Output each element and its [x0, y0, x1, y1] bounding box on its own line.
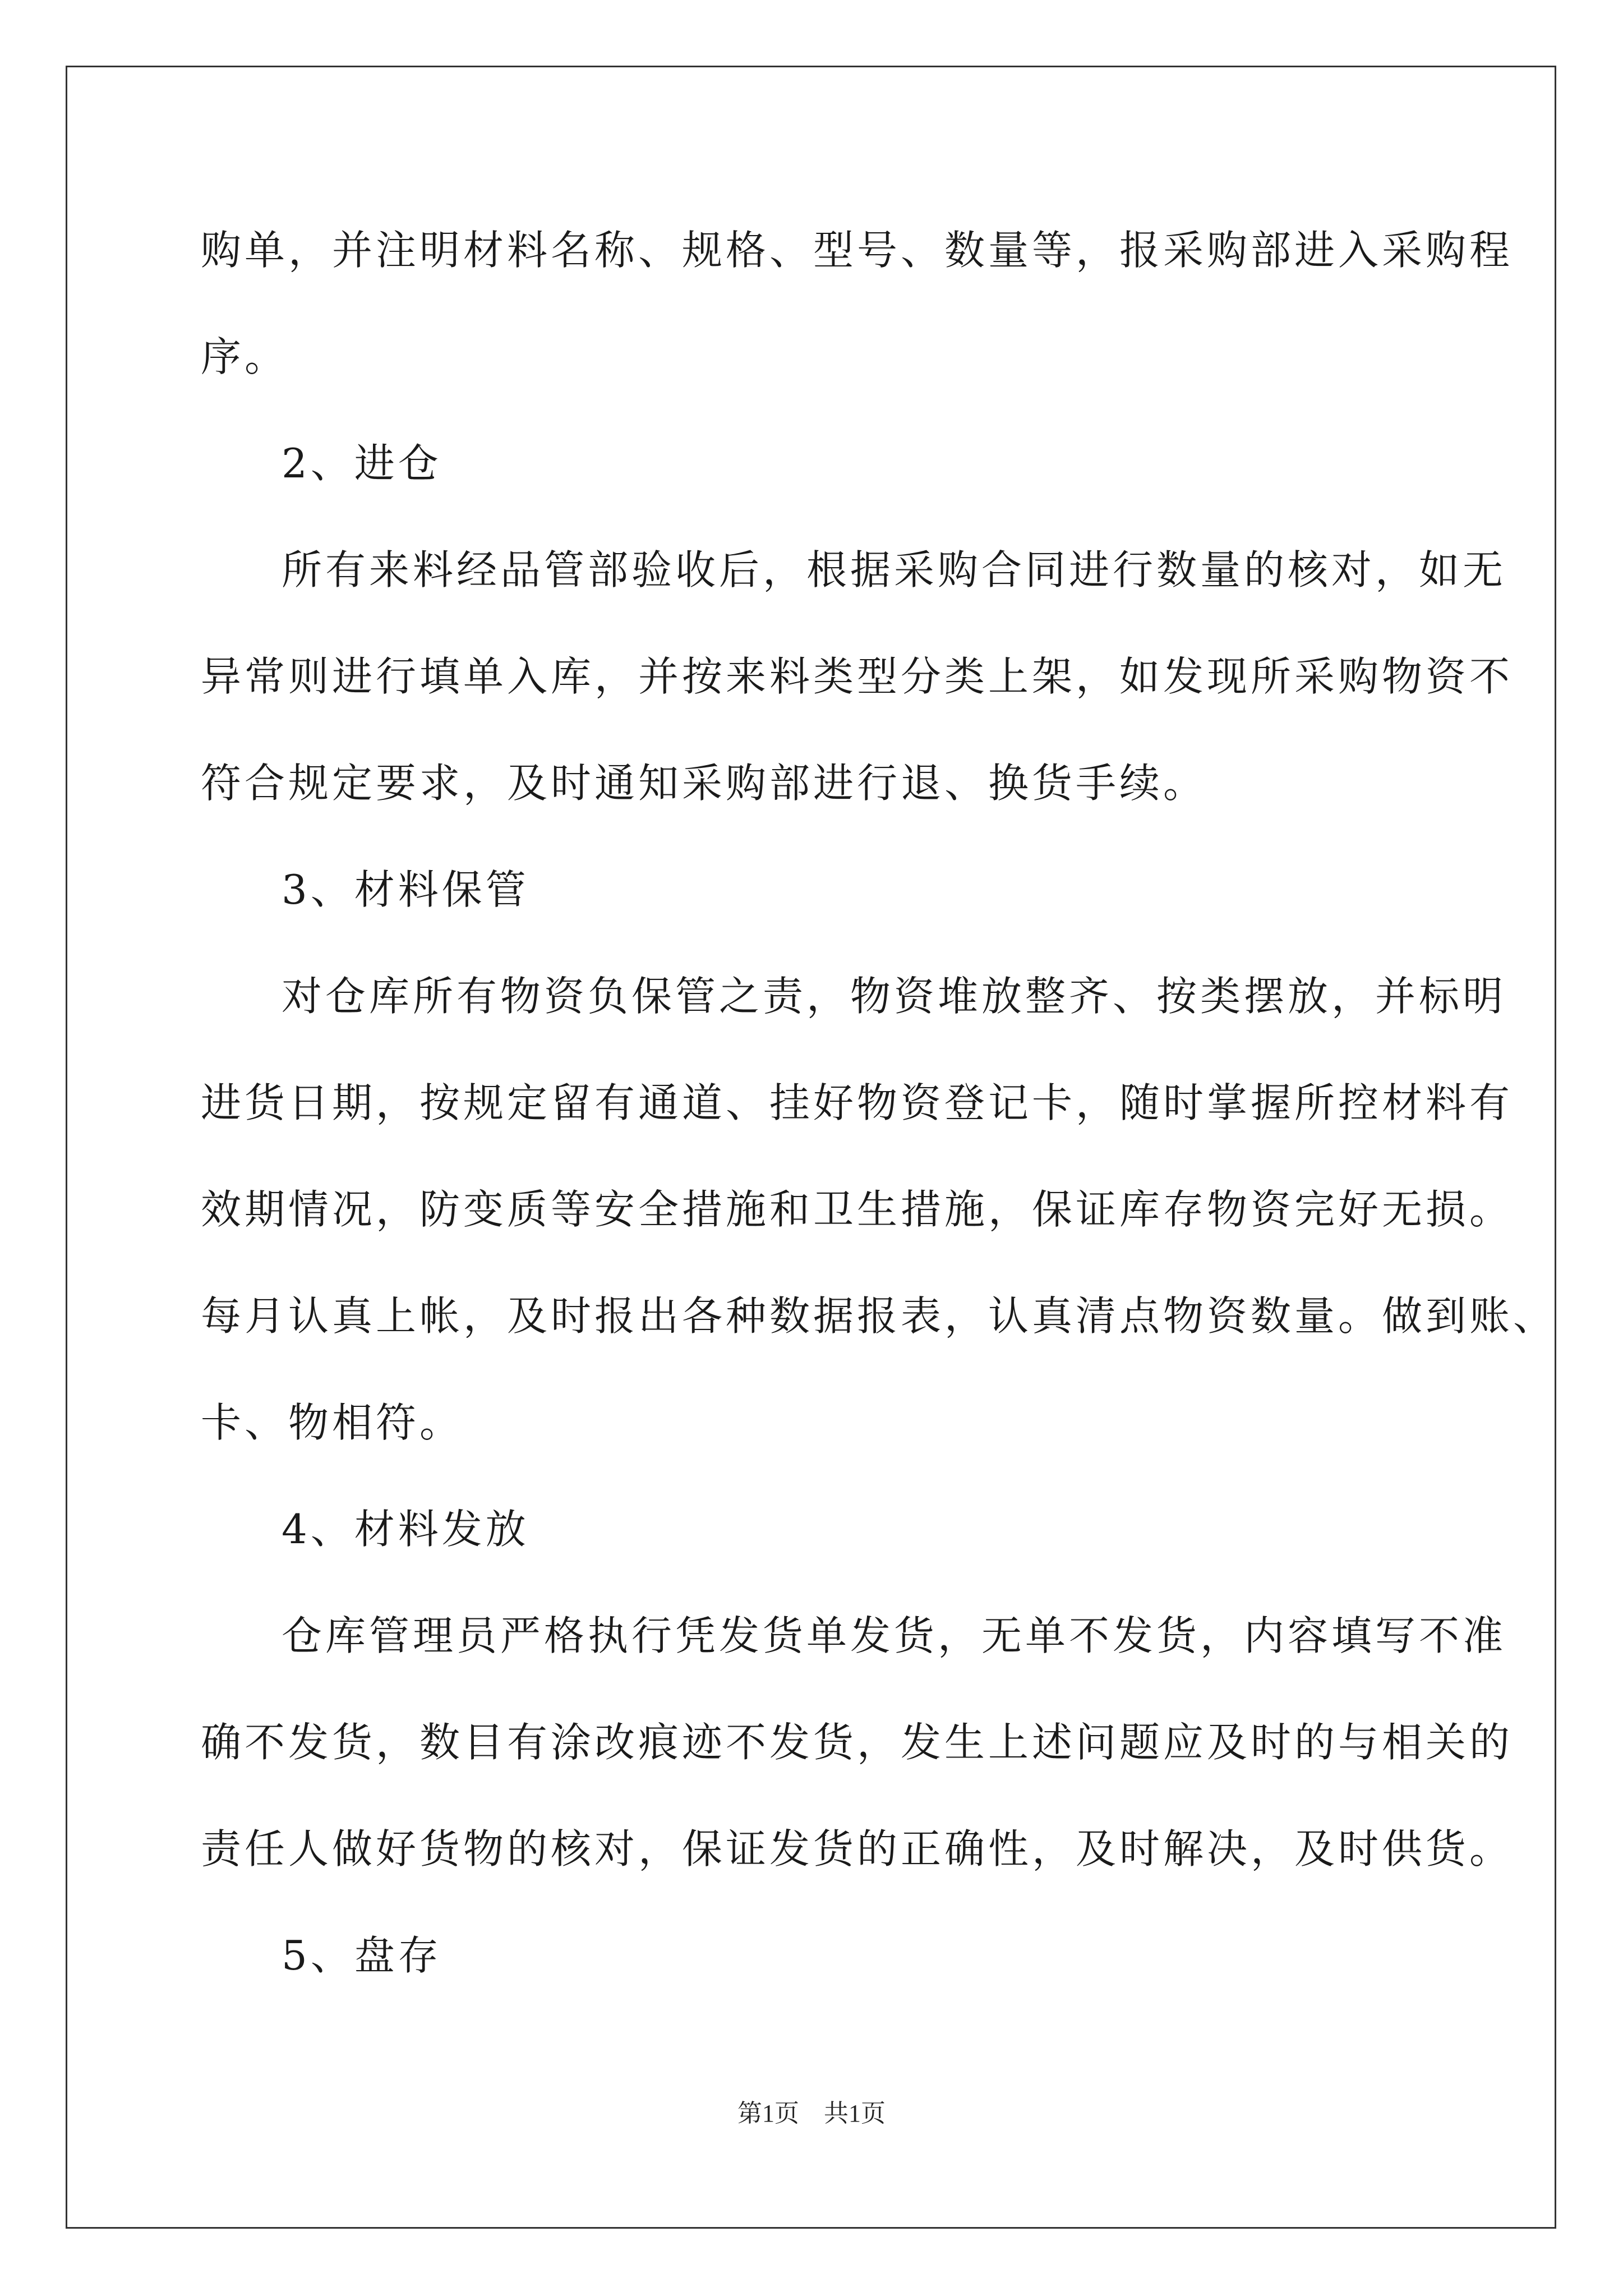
- section-heading: 2、进仓: [282, 440, 442, 487]
- text-line: 每月认真上帐，及时报出各种数据报表，认真清点物资数量。做到账、: [201, 1292, 1557, 1340]
- page-border: [66, 66, 1556, 2229]
- text-line: 进货日期，按规定留有通道、挂好物资登记卡，随时掌握所控材料有: [201, 1079, 1514, 1126]
- section-heading: 4、材料发放: [282, 1506, 529, 1553]
- text-line: 符合规定要求，及时通知采购部进行退、换货手续。: [201, 760, 1207, 807]
- text-line: 确不发货，数目有涂改痕迹不发货，发生上述问题应及时的与相关的: [201, 1719, 1514, 1766]
- text-line: 所有来料经品管部验收后，根据采购合同进行数量的核对，如无: [282, 546, 1507, 593]
- text-line: 对仓库所有物资负保管之责，物资堆放整齐、按类摆放，并标明: [282, 973, 1507, 1020]
- text-line: 异常则进行填单入库，并按来料类型分类上架，如发现所采购物资不: [201, 653, 1514, 700]
- text-line: 序。: [201, 333, 289, 380]
- page-footer: 第1页 共1页: [737, 2100, 886, 2127]
- text-line: 购单，并注明材料名称、规格、型号、数量等，报采购部进入采购程: [201, 227, 1514, 274]
- text-line: 仓库管理员严格执行凭发货单发货，无单不发货，内容填写不准: [282, 1612, 1507, 1659]
- section-heading: 5、盘存: [282, 1932, 442, 1979]
- text-line: 效期情况，防变质等安全措施和卫生措施，保证库存物资完好无损。: [201, 1186, 1514, 1233]
- text-line: 责任人做好货物的核对，保证发货的正确性，及时解决，及时供货。: [201, 1825, 1514, 1872]
- section-heading: 3、材料保管: [282, 866, 529, 913]
- text-line: 卡、物相符。: [201, 1399, 464, 1446]
